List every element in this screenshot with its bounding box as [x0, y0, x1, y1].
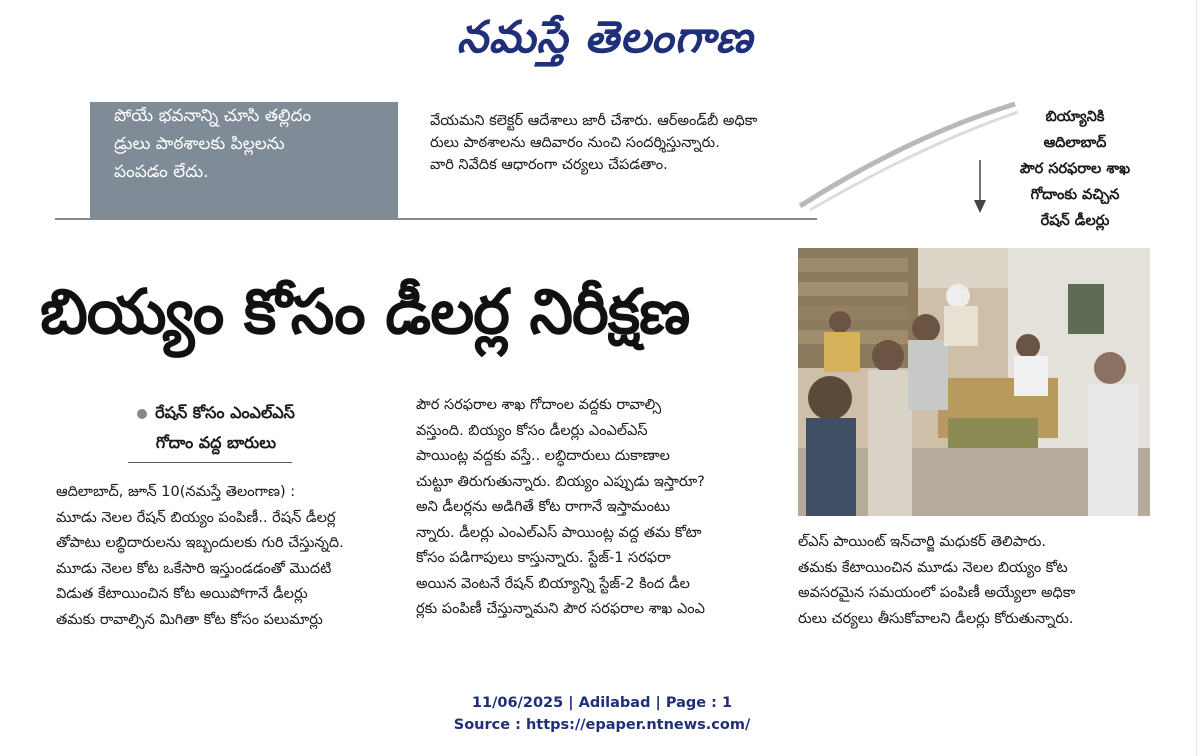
caption-line: రేషన్ డీలర్లు [1040, 213, 1110, 229]
article-line: తమకు కేటాయించిన మూడు నెలల బియ్యం కోట [798, 559, 1068, 576]
article-headline: బియ్యం కోసం డీలర్ల నిరీక్షణ [40, 275, 690, 348]
article-line: పాయింట్ల వద్దకు వస్తే.. లబ్ధిదారులు దుకాణాల [416, 448, 670, 464]
article-line: అని డీలర్లను అడిగితే కోట రాగానే ఇస్తామంటు [416, 499, 671, 515]
article-line: మూడు నెలల రేషన్ బియ్యం పంపిణీ.. రేషన్ డీలర్ల [56, 509, 336, 526]
bullet-icon [137, 409, 147, 419]
caption-line: పౌర సరఫరాల శాఖ [1019, 161, 1131, 177]
footer-date-edition: 11/06/2025 | Adilabad | Page : 1 [471, 695, 733, 711]
previous-story-text [430, 102, 830, 202]
article-line: అవసరమైన సమయంలో పంపిణీ అయ్యేలా అధికా [798, 585, 1076, 601]
caption-line: గోదాంకు వచ్చిన [1030, 187, 1120, 203]
grey-box-line: పోయే భవనాన్ని చూసి తల్లిదం [114, 106, 312, 126]
clipped-line [430, 102, 830, 110]
article-line: ఆదిలాబాద్, జూన్ 10(నమస్తే తెలంగాణ) : [56, 484, 296, 500]
article-line: తమకు రావాల్సిన మిగితా కోట కోసం పలుమార్లు [56, 611, 323, 628]
subhead-underline [128, 462, 292, 463]
story-line: వేయమని కలెక్టర్ ఆదేశాలు జారీ చేశారు. ఆర్అండ్‌బీ అధికా [430, 113, 758, 129]
article-line: కోసం పడిగాపులు కాస్తున్నారు. స్టేజ్-1 సరఫరా [416, 550, 671, 566]
story-line: రులు పాఠశాలను ఆదివారం నుంచి సందర్శిస్తున్నారు. [430, 135, 720, 151]
grey-box-line: డ్రులు పాఠశాలకు పిల్లలను [114, 134, 285, 154]
article-line: పౌర సరఫరాల శాఖ గోదాంల వద్దకు రావాల్సి [416, 397, 662, 413]
article-line: చుట్టూ తిరుగుతున్నారు. బియ్యం ఎప్పుడు ఇస్తారూ? [416, 473, 705, 490]
article-line: ల్ఎస్ పాయింట్ ఇన్‌చార్జి మధుకర్ తెలిపారు. [798, 534, 1046, 550]
previous-story-box [90, 102, 398, 218]
caption-line: బియ్యానికి [1045, 109, 1105, 125]
article-line: రులు చర్యలు తీసుకోవాలని డీలర్లు కోరుతున్నారు. [798, 610, 1074, 627]
article-column-right [798, 530, 1154, 650]
caption-line: ఆదిలాబాద్ [1043, 135, 1107, 151]
article-subheadline [100, 398, 332, 458]
article-line: ర్లకు పంపిణీ చేస్తున్నామని పౌర సరఫరాల శాఖ ఎంఎ [416, 601, 705, 617]
subhead-line: గోదాం వద్ద బారులు [155, 433, 277, 452]
article-line: మూడు నెలల కోట ఒకేసారి ఇస్తుండడంతో మొదటి [56, 560, 332, 577]
footer-source: Source : https://epaper.ntnews.com/ [453, 717, 751, 733]
subhead-line: రేషన్ కోసం ఎంఎల్ఎస్ [155, 403, 295, 422]
news-photo [798, 248, 1150, 516]
grey-box-line: పంపడం లేదు. [114, 162, 209, 182]
page-footer [0, 692, 1204, 736]
article-column-left [56, 480, 392, 650]
arrow-down-icon [970, 160, 990, 214]
article-line: అయిన వెంటనే రేషన్ బియ్యాన్ని స్టేజ్-2 కింద డీల [416, 575, 690, 592]
story-line: వారి నివేదిక ఆధారంగా చర్యలు చేపడతాం. [430, 157, 668, 173]
article-column-middle [416, 393, 772, 655]
newspaper-masthead: నమస్తే తెలంగాణ [456, 12, 754, 63]
article-line: తోపాటు లబ్ధిదారులను ఇబ్బందులకు గురి చేస్తున్నది. [56, 535, 344, 551]
article-line: న్నారు. డీలర్లు ఎంఎల్ఎస్ పాయింట్ల వద్ద తమ కోటా [416, 524, 702, 541]
page-edge [1196, 0, 1197, 756]
article-line: విడుత కేటాయించిన కోట అయిపోగానే డీలర్లు [56, 586, 308, 602]
article-line: వస్తుంది. బియ్యం కోసం డీలర్లు ఎంఎల్ఎస్ [416, 422, 648, 439]
section-divider [55, 218, 817, 220]
photo-caption [1000, 104, 1150, 234]
